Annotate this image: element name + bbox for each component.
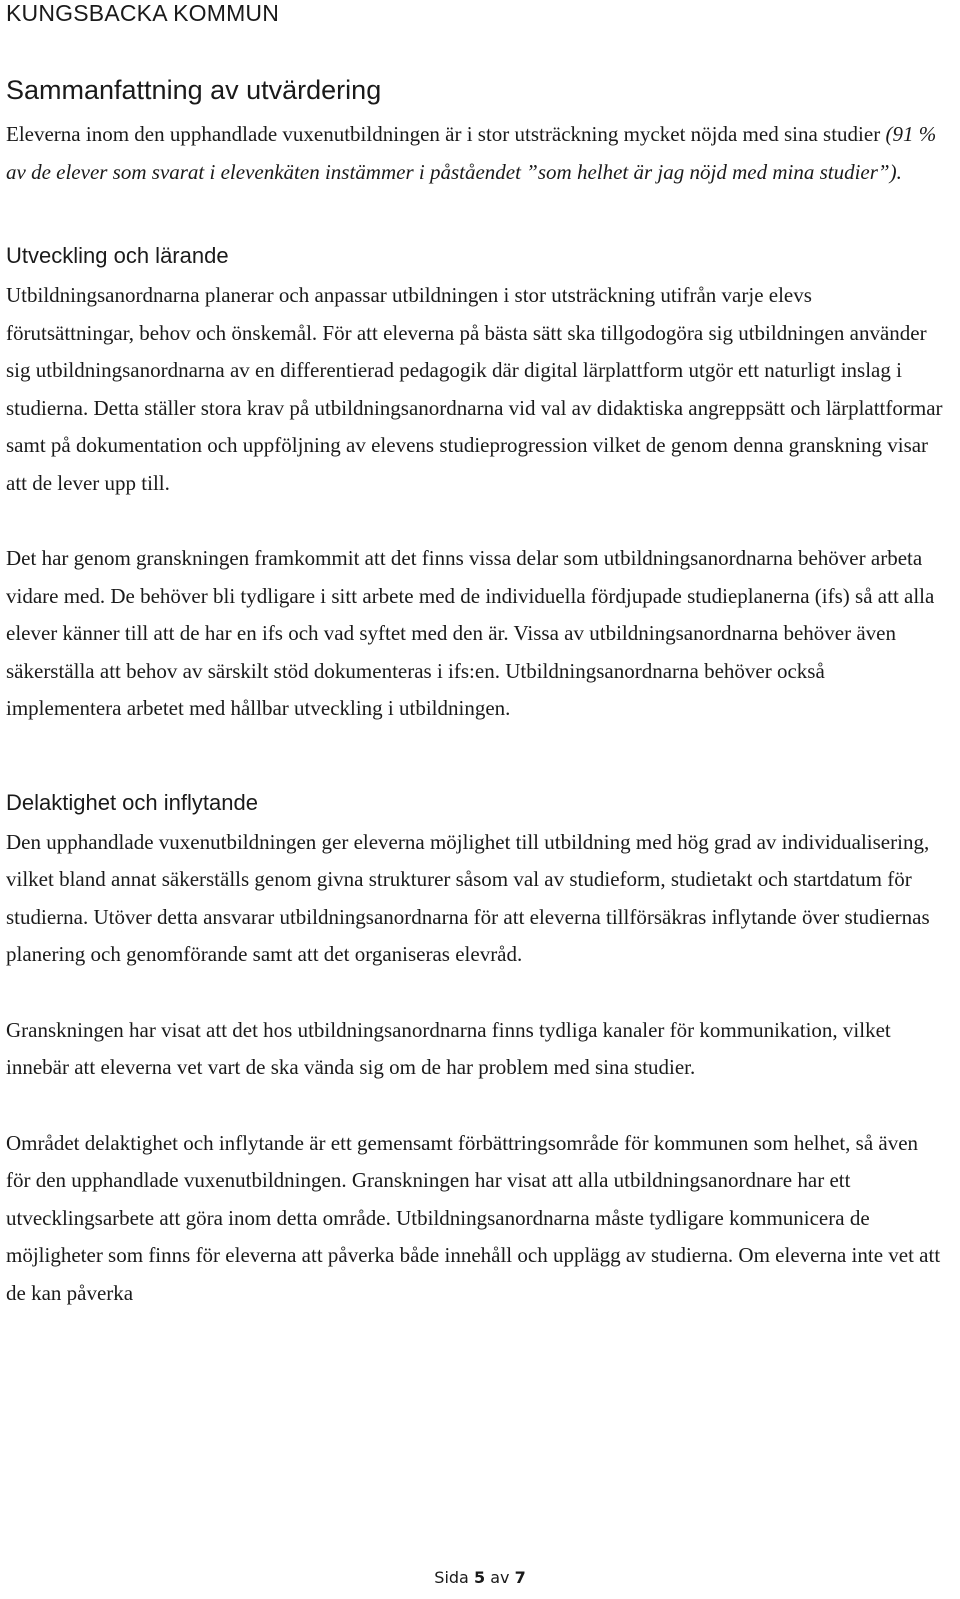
section-title-participation: Delaktighet och inflytande xyxy=(6,789,258,815)
summary-italic-text: (91 % av de elever som svarat i elevenkäten instämmer i påståendet ”som helhet är jag nöjd med mina studier”). xyxy=(6,122,937,184)
development-paragraph-2: Det har genom granskningen framkommit att det finns vissa delar som utbildningsanordnarna behöver arbeta vidare med. De behöver bli tydligare i sitt arbete med de individuella fördjupade studieplanerna (ifs) så att alla elever känner till att de har en ifs och vad syftet med den är. Vissa av utbildningsanordnarna behöver även säkerställa att behov av särskilt stöd dokumenteras i ifs:en. Utbildningsanordnarna behöver också implementera arbetet med hållbar utveckling i utbildningen. xyxy=(6,546,935,720)
current-page-number: 5 xyxy=(473,1568,486,1587)
development-paragraph-1: Utbildningsanordnarna planerar och anpassar utbildningen i stor utsträckning utifrån varje elevs förutsättningar, behov och önskemål. För att eleverna på bästa sätt ska tillgodogöra sig utbildningen använder sig utbildningsanordnarna av en differentierad pedagogik där digital lärplattform utgör ett naturligt inslag i studierna. Detta ställer stora krav på utbildningsanordnarna vid val av didaktiska angreppsätt och lärplattformar samt på dokumentation och uppföljning av elevens studieprogression vilket de genom denna granskning visar att de lever upp till. xyxy=(6,283,943,495)
page-footer xyxy=(0,1568,960,1587)
participation-paragraph-3: Området delaktighet och inflytande är ett gemensamt förbättringsområde för kommunen som helhet, så även för den upphandlade vuxenutbildningen. Granskningen har visat att alla utbildningsanordnare har ett utvecklingsarbete att göra inom detta område. Utbildningsanordnarna måste tydligare kommunicera de möjligheter som finns för eleverna att påverka både innehåll och upplägg av studierna. Om eleverna inte vet att de kan påverka xyxy=(6,1130,941,1305)
section-title-development: Utveckling och lärande xyxy=(6,243,229,268)
participation-paragraph-1: Den upphandlade vuxenutbildningen ger eleverna möjlighet till utbildning med hög grad av individualisering, vilket bland annat säkerställs genom givna strukturer såsom val av studieform, studietakt och startdatum för studierna. Utöver detta ansvarar utbildningsanordnarna för att eleverna tillförsäkras inflytande över studiernas planering och genomförande samt att det organiseras elevråd. xyxy=(6,829,930,966)
of-label: av xyxy=(490,1568,510,1587)
organization-header: KUNGSBACKA KOMMUN xyxy=(6,0,280,26)
participation-paragraph-2: Granskningen har visat att det hos utbildningsanordnarna finns tydliga kanaler för kommunikation, vilket innebär att eleverna vet vart de ska vända sig om de har problem med sina studier. xyxy=(6,1017,891,1079)
document-body xyxy=(6,68,944,1312)
total-pages-number: 7 xyxy=(514,1568,526,1587)
page-label: Sida xyxy=(434,1568,469,1587)
summary-text: Eleverna inom den upphandlade vuxenutbildningen är i stor utsträckning mycket nöjda med sina studier xyxy=(6,122,886,146)
section-title-summary: Sammanfattning av utvärdering xyxy=(6,75,382,105)
summary-paragraph xyxy=(6,116,944,191)
